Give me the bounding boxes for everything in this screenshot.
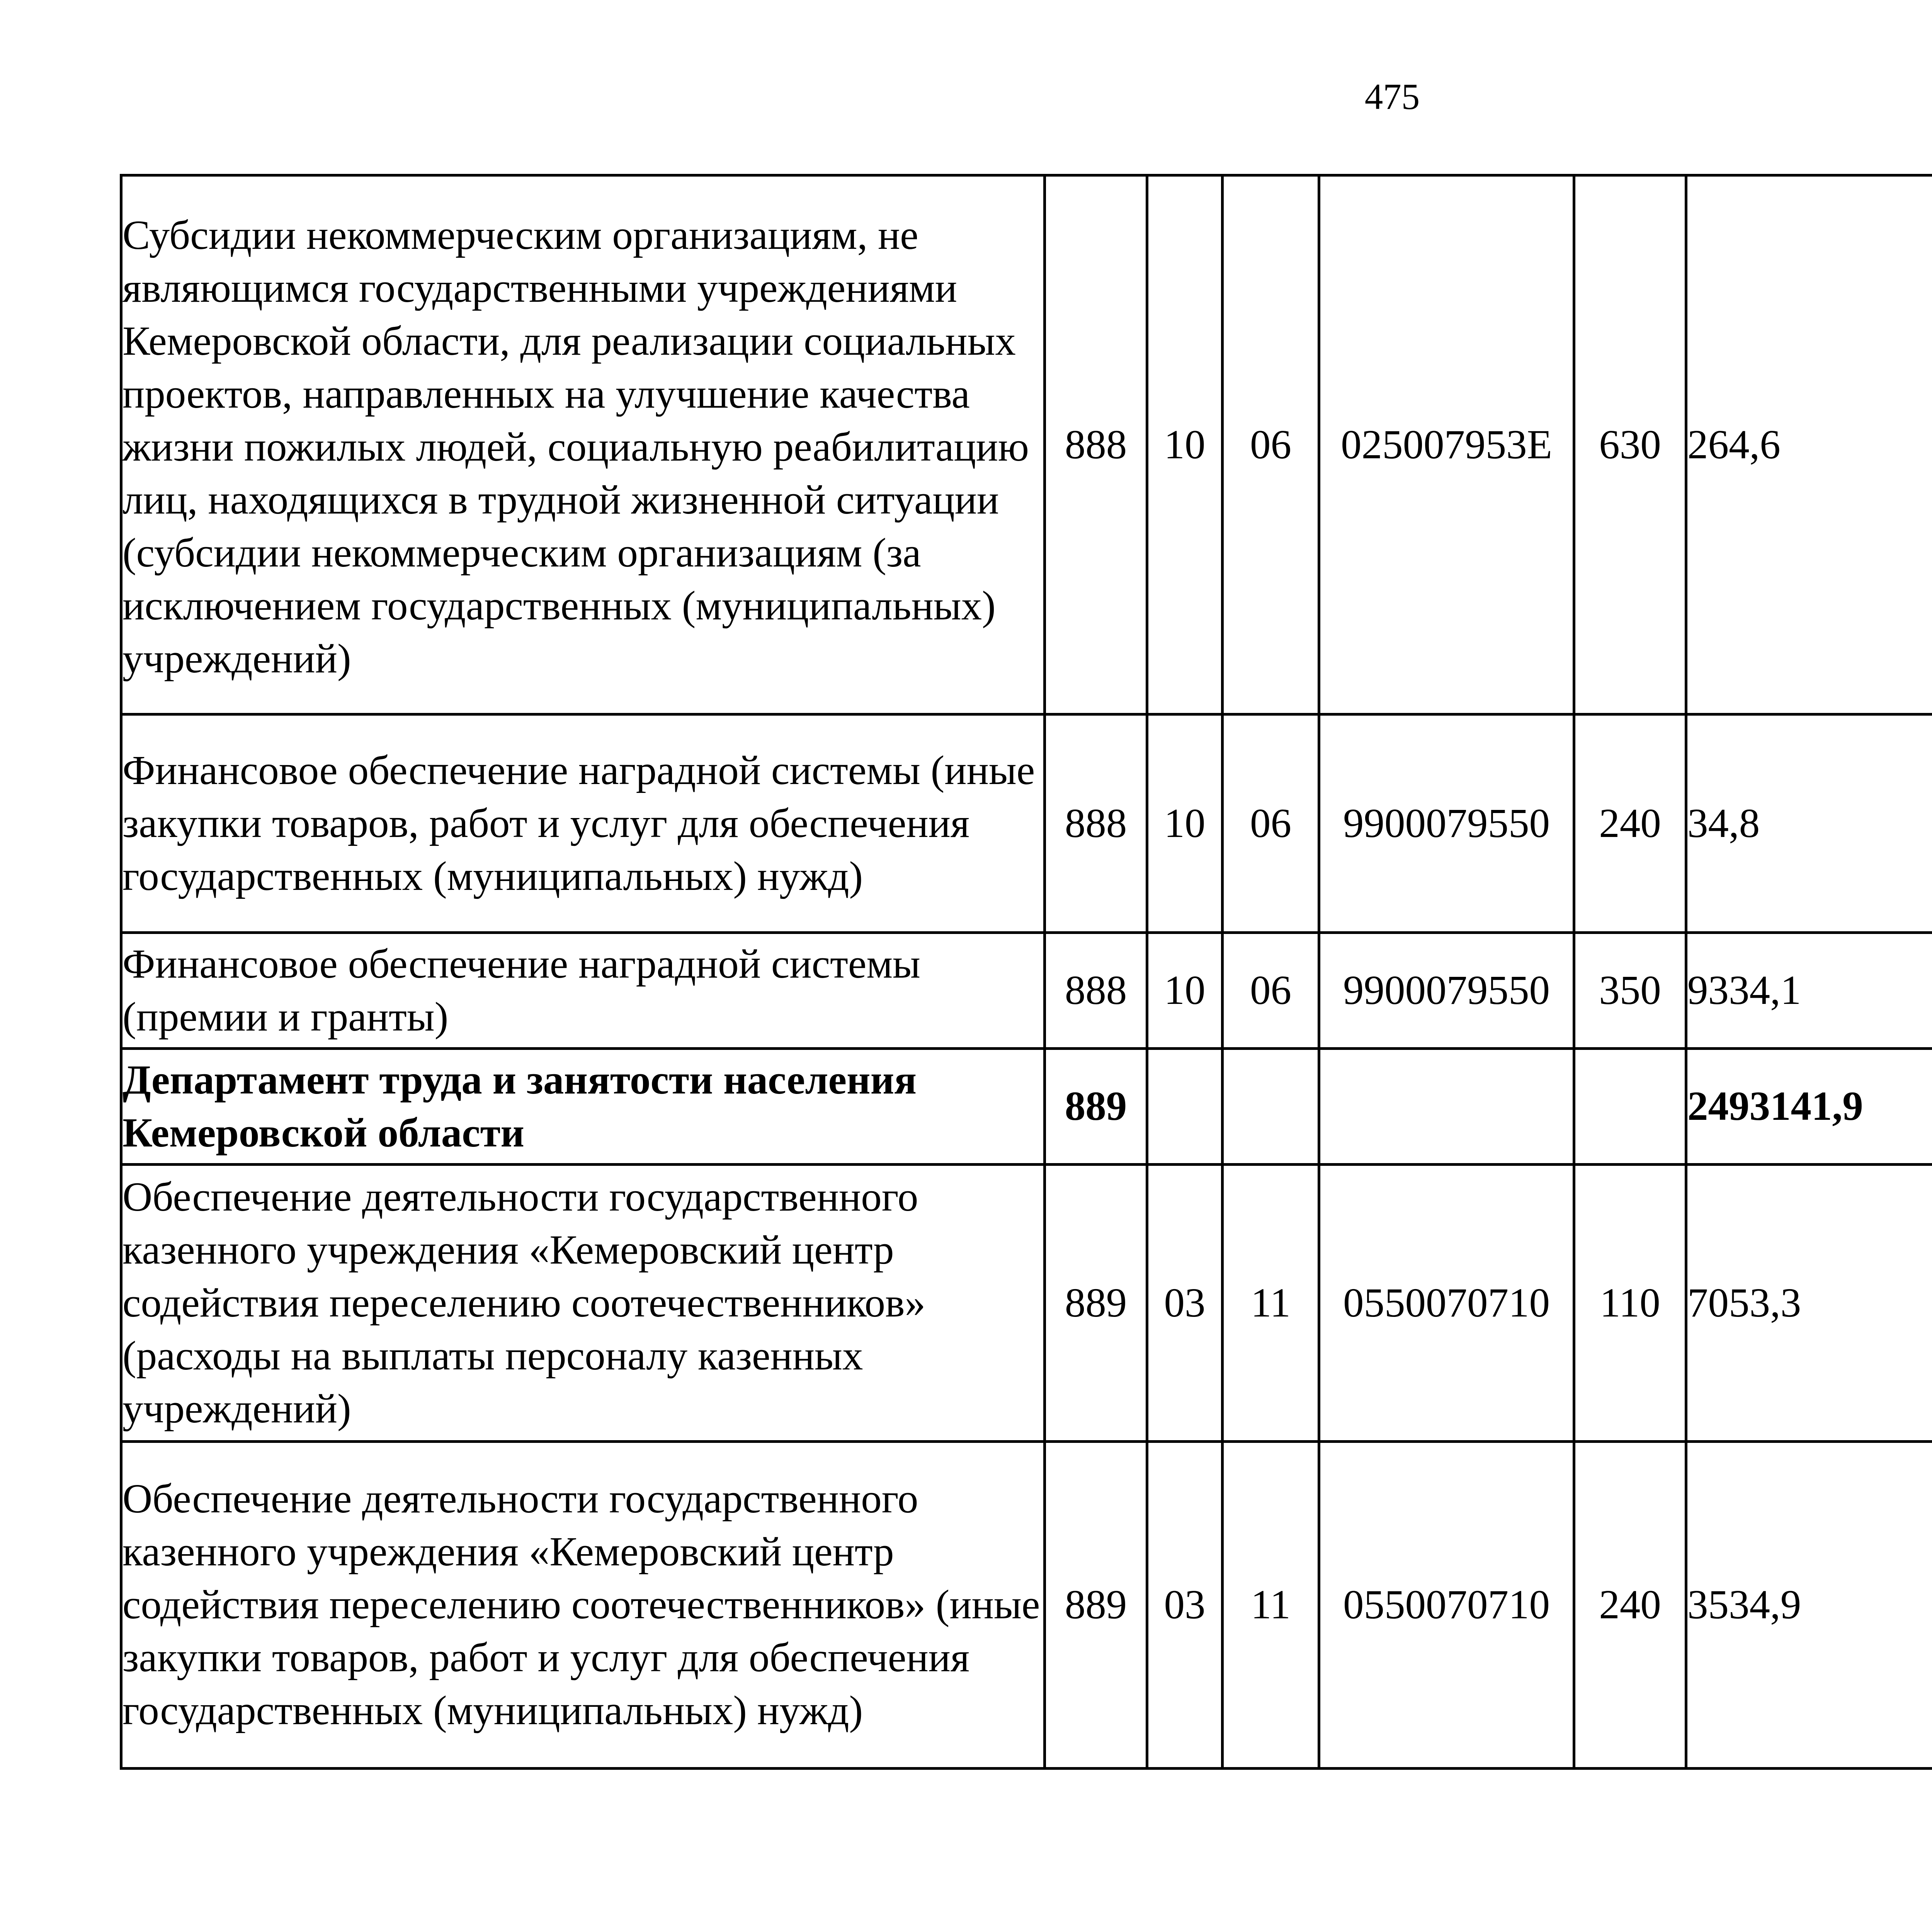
ministry-code: 889: [1045, 1049, 1147, 1165]
ministry-code: 889: [1045, 1442, 1147, 1769]
target-article-code: 9900079550: [1319, 933, 1574, 1049]
expense-type-code: 240: [1574, 714, 1686, 933]
department-name: Департамент труда и занятости населения Кемеровской области: [121, 1049, 1045, 1165]
row-name: Обеспечение деятельности государственного казенного учреждения «Кемеровский центр содействия переселению соотечественников» (иные закупки товаров, работ и услуг для обеспечения государственных (муниципальных) нужд): [121, 1442, 1045, 1769]
table-row: [121, 714, 1932, 933]
row-name: Субсидии некоммерческим организациям, не являющимся государственными учреждениями Кемеровской области, для реализации социальных проектов, направленных на улучшение качества жизни пожилых людей, социальную реабилитацию лиц, находящихся в трудной жизненной ситуации (субсидии некоммерческим организациям (за исключением государственных (муниципальных) учреждений): [121, 175, 1045, 714]
row-name: Финансовое обеспечение наградной системы (премии и гранты): [121, 933, 1045, 1049]
section-code: 03: [1147, 1165, 1223, 1442]
table-row: [121, 1442, 1932, 1769]
expense-type-code: 350: [1574, 933, 1686, 1049]
table-row: [121, 933, 1932, 1049]
section-code: 10: [1147, 933, 1223, 1049]
expense-type-code: 110: [1574, 1165, 1686, 1442]
table-row: [121, 1165, 1932, 1442]
amount-year-1: 9334,1: [1686, 933, 1932, 1049]
amount-year-1: 264,6: [1686, 175, 1932, 714]
subsection-code: 06: [1223, 933, 1319, 1049]
page-number: 475: [1364, 76, 1420, 117]
amount-year-1: 7053,3: [1686, 1165, 1932, 1442]
expense-type-code: 240: [1574, 1442, 1686, 1769]
table-row: [121, 175, 1932, 714]
target-article-code: 0550070710: [1319, 1442, 1574, 1769]
expense-type-code: [1574, 1049, 1686, 1165]
subsection-code: 11: [1223, 1442, 1319, 1769]
target-article-code: 9900079550: [1319, 714, 1574, 933]
section-code: 10: [1147, 714, 1223, 933]
subsection-code: 06: [1223, 714, 1319, 933]
expense-type-code: 630: [1574, 175, 1686, 714]
subsection-code: 06: [1223, 175, 1319, 714]
amount-year-1: 2493141,9: [1686, 1049, 1932, 1165]
target-article-code: [1319, 1049, 1574, 1165]
target-article-code: 025007953E: [1319, 175, 1574, 714]
row-name: Финансовое обеспечение наградной системы (иные закупки товаров, работ и услуг для обеспечения государственных (муниципальных) нужд): [121, 714, 1045, 933]
section-code: 10: [1147, 175, 1223, 714]
table-row-department-total: [121, 1049, 1932, 1165]
ministry-code: 888: [1045, 714, 1147, 933]
subsection-code: 11: [1223, 1165, 1319, 1442]
subsection-code: [1223, 1049, 1319, 1165]
ministry-code: 889: [1045, 1165, 1147, 1442]
budget-table: [120, 174, 1932, 1770]
section-code: 03: [1147, 1442, 1223, 1769]
row-name: Обеспечение деятельности государственного казенного учреждения «Кемеровский центр содействия переселению соотечественников» (расходы на выплаты персоналу казенных учреждений): [121, 1165, 1045, 1442]
section-code: [1147, 1049, 1223, 1165]
amount-year-1: 3534,9: [1686, 1442, 1932, 1769]
amount-year-1: 34,8: [1686, 714, 1932, 933]
ministry-code: 888: [1045, 933, 1147, 1049]
target-article-code: 0550070710: [1319, 1165, 1574, 1442]
ministry-code: 888: [1045, 175, 1147, 714]
